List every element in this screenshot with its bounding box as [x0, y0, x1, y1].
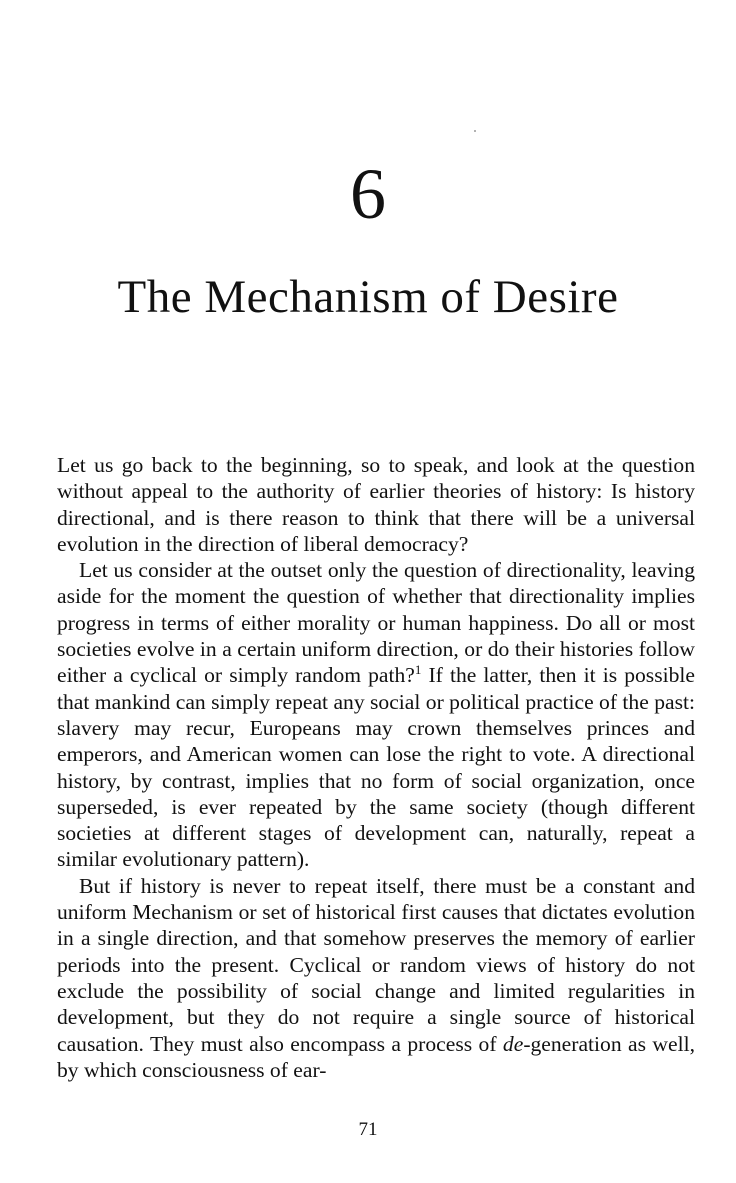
- footnote-reference[interactable]: 1: [414, 662, 422, 678]
- page-number: 71: [358, 1119, 378, 1140]
- paragraph-3-emphasis: de: [502, 1031, 524, 1056]
- paragraph-1-text: Let us go back to the beginning, so to speak, and look at the question without appeal to the authority of earlier theories of history: Is history directional, and is there reason to think that there will be a universal evolution in the direction of liberal democracy?: [57, 453, 695, 556]
- paragraph-2: [57, 557, 695, 873]
- body-text: [57, 452, 695, 1083]
- scan-speck: [474, 130, 476, 132]
- paragraph-2-text-after-note: If the latter, then it is possible that mankind can simply repeat any social or political practice of the past: slavery may recur, Europeans may crown themselves princes and emperors, and American women can lose the right to vote. A directional history, by contrast, implies that no form of social organization, once superseded, is ever repeated by the same society (though different societies at different stages of development can, naturally, repeat a similar evolutionary pattern).: [57, 663, 695, 872]
- paragraph-3-text-after-emphasis: -generation as well, by which consciousness of ear-: [57, 1031, 695, 1082]
- paragraph-1: [57, 452, 695, 557]
- paragraph-3: [57, 873, 695, 1083]
- paragraph-3-text-before-emphasis: But if history is never to repeat itself, there must be a constant and uniform Mechanism or set of historical first causes that dictates evolution in a single direction, and that somehow preserves the memory of earlier periods into the present. Cyclical or random views of history do not exclude the possibility of social change and limited regularities in development, but they do not require a single source of historical causation. They must also encompass a process of: [57, 873, 695, 1056]
- chapter-title: The Mechanism of Desire: [117, 271, 619, 323]
- paragraph-2-text-before-note: Let us consider at the outset only the question of directionality, leaving aside for the moment the question of whether that directionality implies progress in terms of either morality or human happiness. Do all or most societies evolve in a certain uniform direction, or do their histories follow either a cyclical or simply random path?: [57, 558, 695, 688]
- chapter-number: 6: [350, 154, 386, 234]
